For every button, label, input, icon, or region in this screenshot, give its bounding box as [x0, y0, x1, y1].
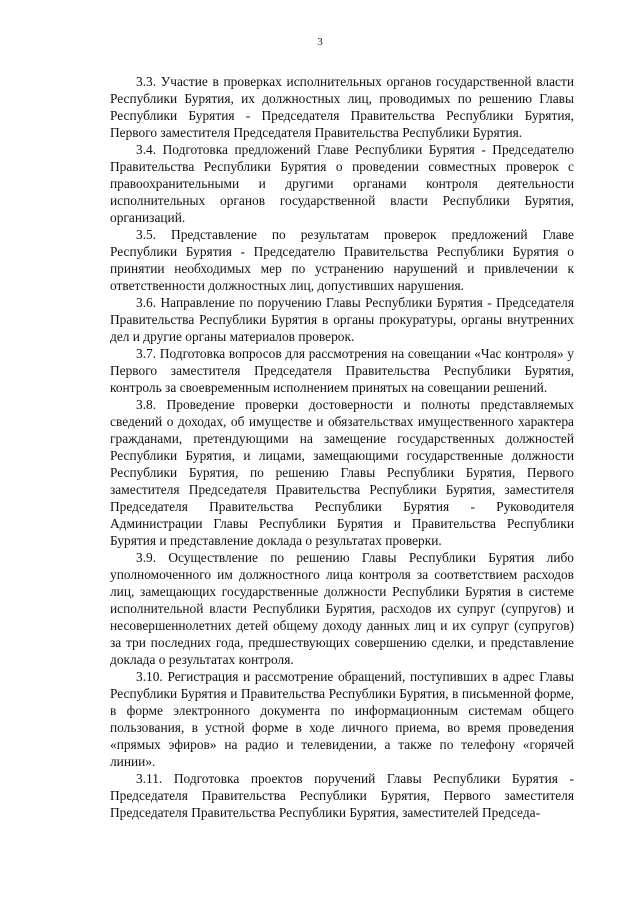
paragraph-3-8: 3.8. Проведение проверки достоверности и полноты представляемых сведений о доходах, об имуществе и обязательствах имущественного характера гражданами, претендующими на замещение государственных должностей Республики Бурятия, и лицами, замещающими государственные должности Республики Бурятия, по решению Главы Республики Бурятия, Первого заместителя Председателя Правительства Республики Бурятия, заместителя Председателя Правительства Республики Бурятия - Руководителя Администрации Главы Республики Бурятия и Правительства Республики Бурятия и представление доклада о результатах проверки.	[110, 397, 574, 548]
paragraph-3-3: 3.3. Участие в проверках исполнительных органов государственной власти Республики Бурятия, их должностных лиц, проводимых по решению Главы Республики Бурятия - Председателя Правительства Республики Бурятия, Первого заместителя Председателя Правительства Республики Бурятия.	[110, 74, 574, 140]
paragraph-3-9: 3.9. Осуществление по решению Главы Республики Бурятия либо уполномоченного им должностного лица контроля за соответствием расходов лиц, замещающих государственные должности Республики Бурятия в системе исполнительной власти Республики Бурятия, расходов их супруг (супругов) и несовершеннолетних детей общему доходу данных лиц и их супруг (супругов) за три последних года, предшествующих совершению сделки, и представление доклада о результатах контроля.	[110, 550, 574, 667]
page-number: 3	[317, 36, 323, 48]
paragraph-3-6: 3.6. Направление по поручению Главы Республики Бурятия - Председателя Правительства Республики Бурятия в органы прокуратуры, органы внутренних дел и другие органы материалов проверок.	[110, 295, 574, 344]
paragraph-3-5: 3.5. Представление по результатам проверок предложений Главе Республики Бурятия - Председателю Правительства Республики Бурятия о принятии необходимых мер по устранению нарушений и привлечении к ответственности должностных лиц, допустивших нарушения.	[110, 227, 574, 293]
paragraph-3-10: 3.10. Регистрация и рассмотрение обращений, поступивших в адрес Главы Республики Бурятия и Правительства Республики Бурятия, в письменной форме, в форме электронного документа по информационным системам общего пользования, в устной форме в ходе личного приема, во время проведения «прямых эфиров» на радио и телевидении, а также по телефону «горячей линии».	[110, 669, 574, 769]
paragraph-3-4: 3.4. Подготовка предложений Главе Республики Бурятия - Председателю Правительства Республики Бурятия о проведении совместных проверок с правоохранительными и другими органами контроля деятельности исполнительных органов государственной власти Республики Бурятия, организаций.	[110, 142, 574, 225]
document-body	[110, 73, 574, 821]
paragraph-3-7: 3.7. Подготовка вопросов для рассмотрения на совещании «Час контроля» у Первого заместителя Председателя Правительства Республики Бурятия, контроль за своевременным исполнением принятых на совещании решений.	[110, 346, 574, 395]
paragraph-3-11: 3.11. Подготовка проектов поручений Главы Республики Бурятия - Председателя Правительства Республики Бурятия, Первого заместителя Председателя Правительства Республики Бурятия, заместителей Председа-	[110, 771, 574, 820]
